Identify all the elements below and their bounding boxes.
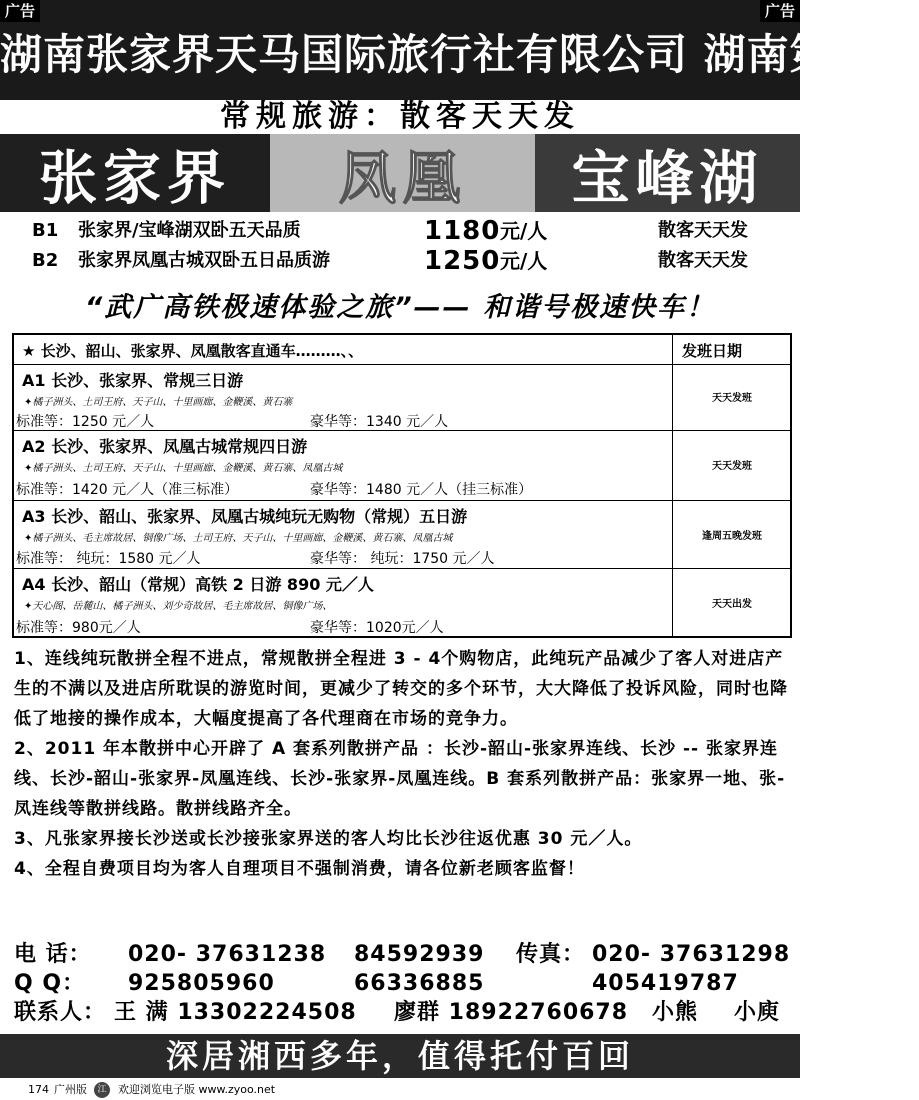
tour-name: A1 长沙、张家界、常规三日游 [22, 371, 244, 390]
b-line-schedule: 散客天天发 [658, 250, 748, 271]
b-line-unit: 元/人 [500, 219, 548, 243]
table-header [14, 335, 790, 365]
highspeed-rail-slogan: “武广高铁极速体验之旅”—— 和谐号极速快车！ [84, 292, 716, 323]
contact-person-label: 联系人： [14, 1000, 107, 1025]
company-title: 湖南张家界天马国际旅行社有限公司 湖南第一旅 [0, 30, 919, 79]
tour-name: A4 长沙、韶山（常规）高铁 2 日游 890 元／人 [22, 575, 374, 594]
tour-table [12, 333, 792, 638]
contact-person-3: 小熊 [652, 1000, 699, 1025]
b-line [0, 246, 800, 276]
page-footer [0, 1080, 800, 1100]
qq-row [0, 969, 800, 998]
phone-label: 电 话： [14, 942, 92, 967]
tour-standard-price: 标准等：1420 元／人（准三标准） [16, 482, 239, 498]
table-row [14, 431, 790, 501]
page-number: 174 [28, 1083, 49, 1096]
note-paragraph: 1、连线纯玩散拼全程不进点，常规散拼全程进 3 - 4个购物店，此纯玩产品减少了客人对进店产生的不满以及进店所耽误的游览时间，更减少了转交的多个环节，大大降低了投诉风险，同时也降低了地接的操作成本，大幅度提高了各代理商在市场的竞争力。 [14, 649, 788, 729]
tour-departure: 天天出发 [712, 599, 752, 610]
table-row [14, 501, 790, 569]
b-line-schedule: 散客天天发 [658, 220, 748, 241]
contact-person-1: 王 满 13302224508 [114, 1000, 357, 1025]
tour-standard-price: 标准等：980元／人 [16, 620, 141, 636]
edition-label: 广州版 [54, 1083, 87, 1096]
note-paragraph: 4、全程自费项目均为客人自理项目不强制消费，请各位新老顾客监督！ [14, 859, 585, 879]
destination-row [0, 134, 800, 212]
b-line [0, 216, 800, 246]
b-line-code: B2 [32, 250, 59, 271]
tour-luxury-price: 豪华等： 纯玩：1750 元／人 [310, 551, 495, 567]
b-line-price: 1180 [424, 216, 501, 246]
note-paragraph: 2、2011 年本散拼中心开辟了 A 套系列散拼产品 ：长沙-韶山-张家界连线、长沙 -- 张家界连线、长沙-韶山-张家界-凤凰连线、长沙-张家界-凤凰连线。B 套系列散拼产品：张家界一地、张-凤连线等散拼线路。散拼线路齐全。 [14, 739, 786, 819]
tour-luxury-price: 豪华等：1020元／人 [310, 620, 444, 636]
tour-stops: ✦天心阁、岳麓山、橘子洲头、刘少奇故居、毛主席故居、铜像广场、 [24, 601, 333, 612]
destination-zhangjiajie: 张家界 [0, 134, 270, 212]
contact-block [0, 940, 800, 1032]
tour-name: A3 长沙、韶山、张家界、凤凰古城纯玩无购物（常规）五日游 [22, 507, 468, 526]
b-series-lines [0, 216, 800, 276]
qq-label: Q Q： [14, 971, 86, 996]
tour-standard-price: 标准等：1250 元／人 [16, 414, 155, 430]
contact-person-2: 廖群 18922760678 [394, 1000, 629, 1025]
table-row [14, 365, 790, 431]
phone-number-2: 84592939 [354, 942, 485, 967]
tour-stops: ✦橘子洲头、毛主席故居、铜像广场、土司王府、天子山、十里画廊、金鞭溪、黄石寨、凤凰古城 [24, 533, 453, 544]
destination-fenghuang: 凤凰 [270, 134, 535, 212]
b-line-unit: 元/人 [500, 249, 548, 273]
table-row [14, 569, 790, 636]
fax-number: 020- 37631298 [592, 942, 791, 967]
publisher-logo-icon: 江 [94, 1082, 110, 1098]
fax-label: 传真： [516, 942, 586, 967]
contact-person-row [0, 998, 800, 1027]
tour-standard-price: 标准等： 纯玩：1580 元／人 [16, 551, 201, 567]
tour-departure: 天天发班 [712, 461, 752, 472]
tour-departure: 天天发班 [712, 393, 752, 404]
tour-stops: ✦橘子洲头、土司王府、天子山、十里画廊、金鞭溪、黄石寨 [24, 397, 293, 408]
contact-person-4: 小庾 [734, 1000, 781, 1025]
b-line-name: 张家界/宝峰湖双卧五天品质 [78, 220, 301, 241]
tour-luxury-price: 豪华等：1480 元／人（挂三标准） [310, 482, 533, 498]
qq-number-3: 405419787 [592, 971, 739, 996]
b-line-price: 1250 [424, 246, 501, 276]
qq-number-1: 925805960 [128, 971, 275, 996]
website-text[interactable]: 欢迎浏览电子版 www.zyoo.net [118, 1083, 276, 1096]
tour-luxury-price: 豪华等：1340 元／人 [310, 414, 449, 430]
b-line-code: B1 [32, 220, 59, 241]
phone-number-1: 020- 37631238 [128, 942, 327, 967]
b-line-name: 张家界凤凰古城双卧五日品质游 [78, 250, 330, 271]
qq-number-2: 66336885 [354, 971, 485, 996]
footer-slogan: 深居湘西多年，值得托付百回 [165, 1037, 634, 1075]
subheading: 常规旅游：散客天天发 [220, 99, 580, 134]
tour-name: A2 长沙、张家界、凤凰古城常规四日游 [22, 437, 308, 456]
table-header-date: 发班日期 [682, 342, 743, 360]
ad-tag-left: 广告 [0, 0, 40, 22]
tour-departure: 逢周五晚发班 [702, 531, 762, 542]
ad-tag-right: 广告 [760, 0, 800, 22]
notes-section [14, 644, 790, 884]
table-header-title: ★ 长沙、韶山、张家界、凤凰散客直通车………、、 [22, 342, 364, 360]
tour-stops: ✦橘子洲头、土司王府、天子山、十里画廊、金鞭溪、黄石寨、凤凰古城 [24, 463, 343, 474]
phone-row [0, 940, 800, 969]
destination-baofenghu: 宝峰湖 [535, 134, 800, 212]
note-paragraph: 3、凡张家界接长沙送或长沙接张家界送的客人均比长沙往返优惠 30 元／人。 [14, 829, 643, 849]
